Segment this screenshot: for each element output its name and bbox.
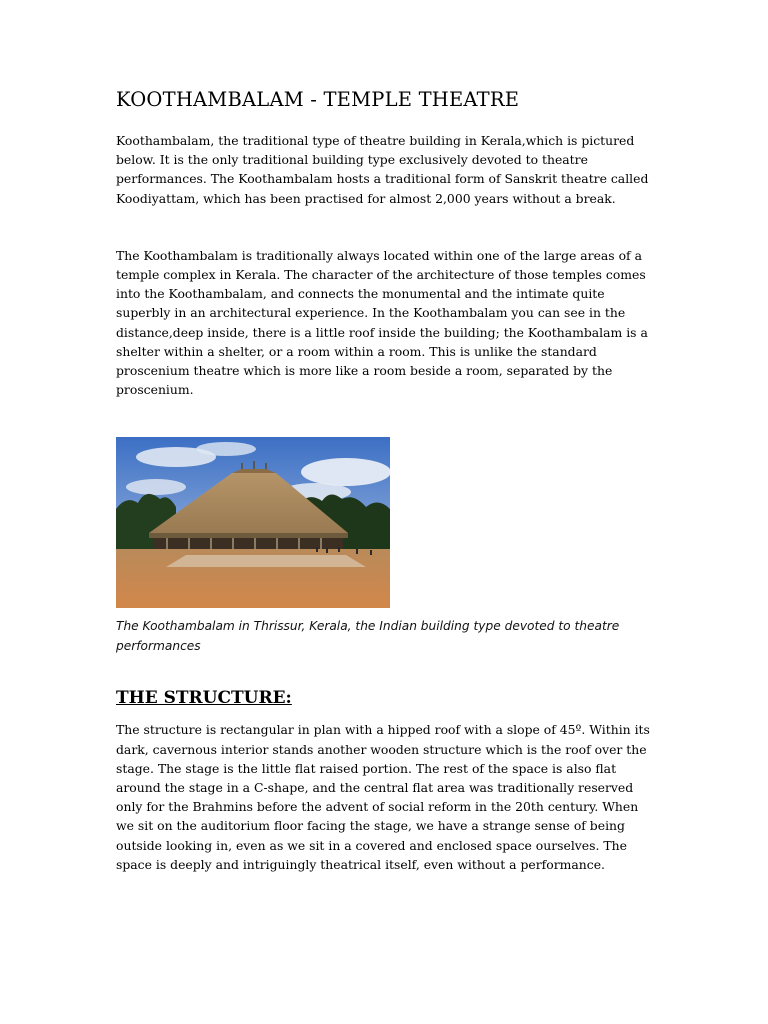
structure-paragraph: The structure is rectangular in plan with a hipped roof with a slope of 45º. Within its dark, cavernous interior stands another wooden structure which is the roof over the stage. The stage is the little flat raised portion. The rest of the space is also flat around the stage in a C-shape, and the central flat area was traditionally reserved only for the Brahmins before the advent of social reform in the 20th century. When we sit on the auditorium floor facing the stage, we have a strange sense of being outside looking in, even as we sit in a covered and enclosed space ourselves. The space is deeply and intriguingly theatrical itself, even without a performance.	[116, 722, 650, 872]
location-paragraph: The Koothambalam is traditionally always located within one of the large areas of a temple complex in Kerala. The character of the architecture of those temples comes into the Koothambalam, and connects the monumental and the intimate quite superbly in an architectural experience. In the Koothambalam you can see in the distance,deep inside, there is a little roof inside the building; the Koothambalam is a shelter within a shelter, or a room within a room. This is unlike the standard proscenium theatre which is more like a room beside a room, separated by the proscenium.	[116, 247, 648, 398]
koothambalam-photo	[116, 437, 390, 608]
section-heading-structure: THE STRUCTURE:	[116, 688, 292, 709]
document-content	[116, 86, 656, 874]
intro-paragraph: Koothambalam, the traditional type of theatre building in Kerala,which is pictured below. It is the only traditional building type exclusively devoted to theatre performances. The Koothambalam hosts a traditional form of Sanskrit theatre called Koodiyattam, which has been practised for almost 2,000 years without a break.	[116, 133, 649, 206]
photo-caption: The Koothambalam in Thrissur, Kerala, the Indian building type devoted to theatre performances	[116, 619, 620, 653]
document-title: KOOTHAMBALAM - TEMPLE THEATRE	[116, 88, 520, 111]
